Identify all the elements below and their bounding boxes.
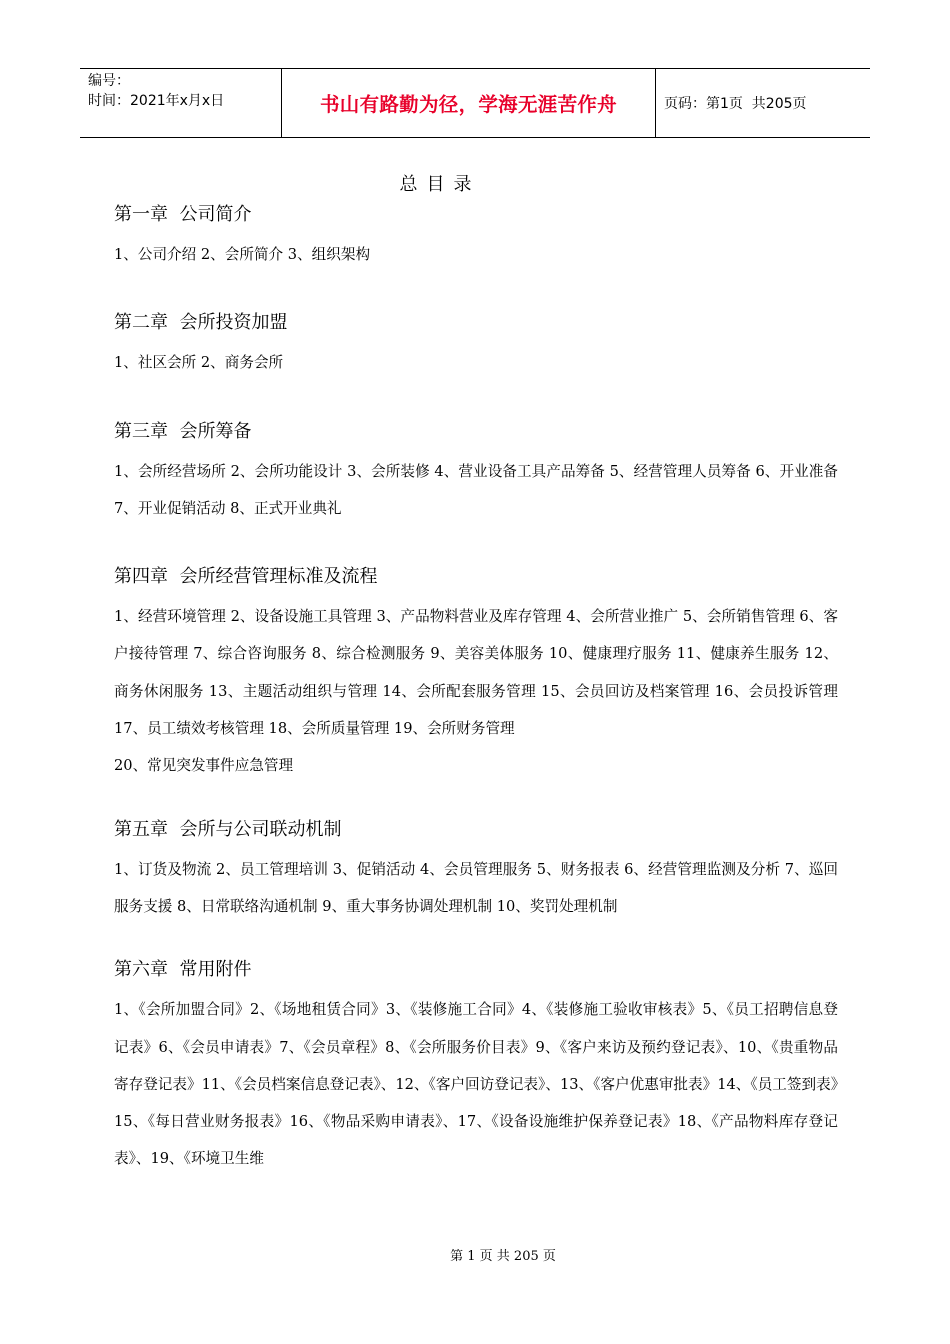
chapter-3 bbox=[114, 419, 838, 528]
chapter-5 bbox=[114, 817, 838, 926]
header-motto-cell bbox=[282, 69, 656, 137]
document-header bbox=[80, 68, 870, 138]
chapter-title: 第六章 常用附件 bbox=[114, 959, 252, 981]
chapter-title: 第一章 公司简介 bbox=[114, 204, 252, 225]
chapter-2 bbox=[114, 310, 838, 381]
chapter-title: 第四章 会所经营管理标准及流程 bbox=[114, 566, 378, 588]
chapter-title: 第二章 会所投资加盟 bbox=[114, 312, 288, 334]
header-meta-cell bbox=[80, 69, 282, 137]
chapter-body: 1、公司介绍 2、会所简介 3、组织架构 bbox=[114, 246, 371, 263]
date-label: 时间：2021年x月x日 bbox=[88, 93, 225, 109]
toc-title: 总目录 bbox=[399, 174, 481, 195]
chapter-body: 1、经营环境管理 2、设备设施工具管理 3、产品物料营业及库存管理 4、会所营业推广 5、会所销售管理 6、客户接待管理 7、综合咨询服务 8、综合检测服务 9、美容美体服务 10、健康理疗服务 11、健康养生服务 12、商务休闲服务 13、主题活动组织与管理 14、会所配套服务管理 15、会员回访及档案管理 16、会员投诉管理 17、员工绩效考核管理 18、会所质量管理 19、会所财务管理 bbox=[114, 608, 838, 738]
motto-text: 书山有路勤为径，学海无涯苦作舟 bbox=[319, 93, 617, 116]
code-label: 编号： bbox=[88, 73, 130, 89]
chapter-title: 第五章 会所与公司联动机制 bbox=[114, 818, 342, 840]
chapter-body: 1、订货及物流 2、员工管理培训 3、促销活动 4、会员管理服务 5、财务报表 6、经营管理监测及分析 7、巡回服务支援 8、日常联络沟通机制 9、重大事务协调处理机制 10、奖罚处理机制 bbox=[114, 860, 838, 915]
header-page-cell bbox=[656, 69, 870, 137]
chapter-title: 第三章 会所筹备 bbox=[114, 420, 252, 442]
page-footer: 第 1 页 共 205 页 bbox=[450, 1249, 556, 1264]
chapter-body-extra: 20、常见突发事件应急管理 bbox=[114, 757, 294, 775]
chapter-body: 1、《会所加盟合同》2、《场地租赁合同》3、《装修施工合同》4、《装修施工验收审核表》5、《员工招聘信息登记表》6、《会员申请表》7、《会员章程》8、《会所服务价目表》9、《客户来访及预约登记表》、10、《贵重物品寄存登记表》11、《会员档案信息登记表》、12、《客户回访登记表》、13、《客户优惠审批表》14、《员工签到表》15、《每日营业财务报表》16、《物品采购申请表》、17、《设备设施维护保养登记表》18、《产品物料库存登记表》、19、《环境卫生维 bbox=[114, 1001, 838, 1168]
page-label: 页码：第1页 共205页 bbox=[664, 96, 807, 112]
chapter-6 bbox=[114, 957, 838, 1177]
toc-content bbox=[114, 202, 838, 1178]
chapter-4 bbox=[114, 564, 838, 784]
chapter-body: 1、社区会所 2、商务会所 bbox=[114, 354, 284, 372]
chapter-body: 1、会所经营场所 2、会所功能设计 3、会所装修 4、营业设备工具产品筹备 5、经营管理人员筹备 6、开业准备 7、开业促销活动 8、正式开业典礼 bbox=[114, 462, 838, 517]
chapter-1 bbox=[114, 202, 838, 273]
